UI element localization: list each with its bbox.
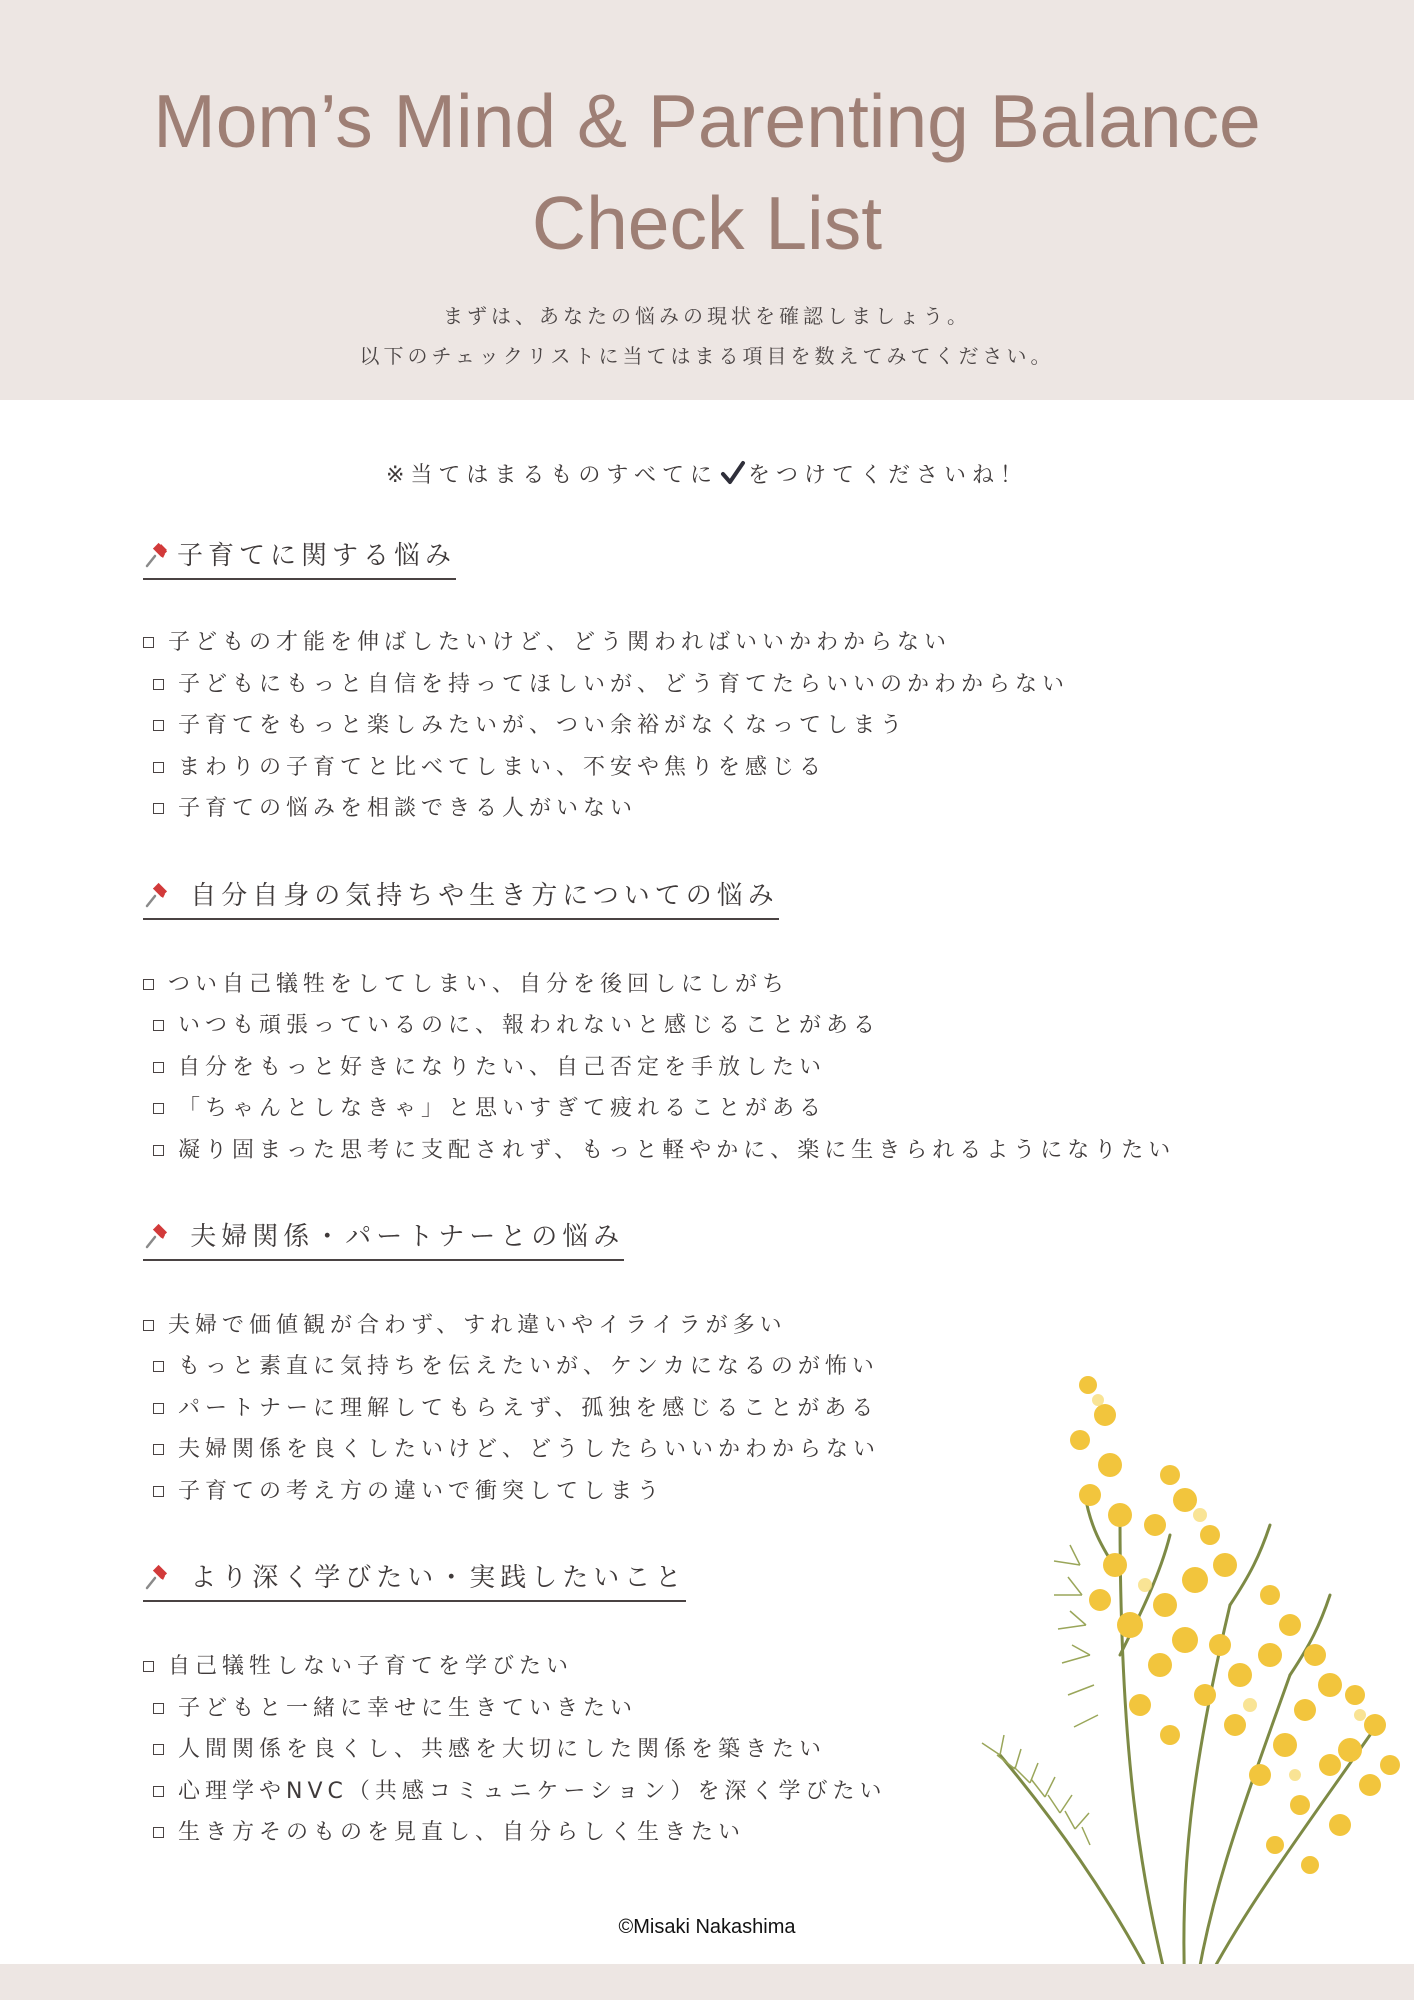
checklist-item[interactable] xyxy=(153,711,907,741)
page-title-line2: Check List xyxy=(531,181,883,265)
section-heading-text: 子育てに関する悩み xyxy=(177,541,457,571)
checklist-item[interactable] xyxy=(153,1136,1175,1166)
pin-icon xyxy=(143,1562,171,1600)
section-heading-partner xyxy=(143,1219,624,1261)
item-label: 自己犠牲しない子育てを学びたい xyxy=(168,1654,574,1679)
checkbox-icon[interactable] xyxy=(153,1444,164,1455)
checkbox-icon[interactable] xyxy=(143,979,154,990)
item-label: 心理学やNVC（共感コミュニケーション）を深く学びたい xyxy=(178,1779,887,1804)
checklist-item[interactable] xyxy=(153,1011,880,1041)
item-label: 凝り固まった思考に支配されず、もっと軽やかに、楽に生きられるようになりたい xyxy=(178,1138,1176,1163)
checklist-item[interactable] xyxy=(153,1394,878,1424)
checkbox-icon[interactable] xyxy=(153,1103,164,1114)
item-label: 「ちゃんとしなきゃ」と思いすぎて疲れることがある xyxy=(178,1096,827,1121)
checkbox-icon[interactable] xyxy=(143,1320,154,1331)
checkbox-icon[interactable] xyxy=(153,1062,164,1073)
subtitle-line1: まずは、あなたの悩みの現状を確認しましょう。 xyxy=(443,304,971,328)
item-label: 自分をもっと好きになりたい、自己否定を手放したい xyxy=(178,1055,827,1080)
check-mark-icon xyxy=(720,460,746,492)
subtitle-line2: 以下のチェックリストに当てはまる項目を数えてみてください。 xyxy=(359,344,1055,368)
checkbox-icon[interactable] xyxy=(153,803,164,814)
section-heading-text: 夫婦関係・パートナーとの悩み xyxy=(190,1222,625,1252)
item-label: つい自己犠牲をしてしまい、自分を後回しにしがち xyxy=(168,972,790,997)
footer-band xyxy=(0,1964,1414,2000)
item-label: いつも頑張っているのに、報われないと感じることがある xyxy=(178,1013,881,1038)
item-label: もっと素直に気持ちを伝えたいが、ケンカになるのが怖い xyxy=(178,1354,879,1379)
instruction-note-before: ※当てはまるものすべてに xyxy=(385,463,718,488)
checkbox-icon[interactable] xyxy=(143,637,154,648)
section-heading-learning xyxy=(143,1560,686,1602)
item-label: 子育てをもっと楽しみたいが、つい余裕がなくなってしまう xyxy=(178,713,908,738)
checklist-item[interactable] xyxy=(153,753,826,783)
checkbox-icon[interactable] xyxy=(153,1744,164,1755)
checklist-item[interactable] xyxy=(153,1094,826,1124)
checkbox-icon[interactable] xyxy=(143,1661,154,1672)
checkbox-icon[interactable] xyxy=(153,1145,164,1156)
checklist-item[interactable] xyxy=(153,1777,887,1807)
checklist-item[interactable] xyxy=(153,1477,664,1507)
checklist-item[interactable] xyxy=(153,1352,879,1382)
checkbox-icon[interactable] xyxy=(153,679,164,690)
checkbox-icon[interactable] xyxy=(153,1827,164,1838)
item-label: 子どもと一緒に幸せに生きていきたい xyxy=(178,1696,638,1721)
checkbox-icon[interactable] xyxy=(153,720,164,731)
checklist-item[interactable] xyxy=(153,1735,826,1765)
pin-icon xyxy=(143,1221,171,1259)
item-label: 夫婦で価値観が合わず、すれ違いやイライラが多い xyxy=(168,1313,787,1338)
checklist-item[interactable] xyxy=(153,670,1069,700)
copyright: ©Misaki Nakashima xyxy=(618,1916,796,1938)
item-label: 人間関係を良くし、共感を大切にした関係を築きたい xyxy=(178,1737,827,1762)
checklist-item[interactable] xyxy=(153,1435,880,1465)
instruction-note-after: をつけてくださいね！ xyxy=(747,463,1028,488)
section-heading-text: より深く学びたい・実践したいこと xyxy=(190,1563,687,1593)
section-heading-self xyxy=(143,878,779,920)
pin-icon xyxy=(143,880,171,918)
item-label: パートナーに理解してもらえず、孤独を感じることがある xyxy=(178,1396,879,1421)
item-label: 子育ての悩みを相談できる人がいない xyxy=(178,796,638,821)
pin-icon xyxy=(143,540,171,578)
checklist-item[interactable] xyxy=(143,970,789,1000)
item-label: 子育ての考え方の違いで衝突してしまう xyxy=(178,1479,665,1504)
checklist-item[interactable] xyxy=(153,1053,826,1083)
checklist-item[interactable] xyxy=(153,1818,745,1848)
item-label: 生き方そのものを見直し、自分らしく生きたい xyxy=(178,1820,746,1845)
item-label: 子どもにもっと自信を持ってほしいが、どう育てたらいいのかわからない xyxy=(178,672,1070,697)
checklist-item[interactable] xyxy=(143,1311,787,1341)
checkbox-icon[interactable] xyxy=(153,762,164,773)
checklist-item[interactable] xyxy=(153,794,637,824)
checklist-item[interactable] xyxy=(143,1652,573,1682)
item-label: 子どもの才能を伸ばしたいけど、どう関わればいいかわからない xyxy=(168,630,952,655)
page-title-line1: Mom’s Mind & Parenting Balance xyxy=(153,79,1261,163)
item-label: まわりの子育てと比べてしまい、不安や焦りを感じる xyxy=(178,755,827,780)
checklist-item[interactable] xyxy=(143,628,951,658)
item-label: 夫婦関係を良くしたいけど、どうしたらいいかわからない xyxy=(178,1437,881,1462)
checklist-item[interactable] xyxy=(153,1694,637,1724)
section-heading-parenting xyxy=(143,538,456,580)
checkbox-icon[interactable] xyxy=(153,1786,164,1797)
instruction-note xyxy=(0,458,1414,492)
checkbox-icon[interactable] xyxy=(153,1361,164,1372)
checkbox-icon[interactable] xyxy=(153,1403,164,1414)
section-heading-text: 自分自身の気持ちや生き方についての悩み xyxy=(190,881,779,911)
checkbox-icon[interactable] xyxy=(153,1703,164,1714)
mimosa-illustration xyxy=(970,1355,1414,2000)
checkbox-icon[interactable] xyxy=(153,1486,164,1497)
header-band xyxy=(0,0,1414,400)
checkbox-icon[interactable] xyxy=(153,1020,164,1031)
